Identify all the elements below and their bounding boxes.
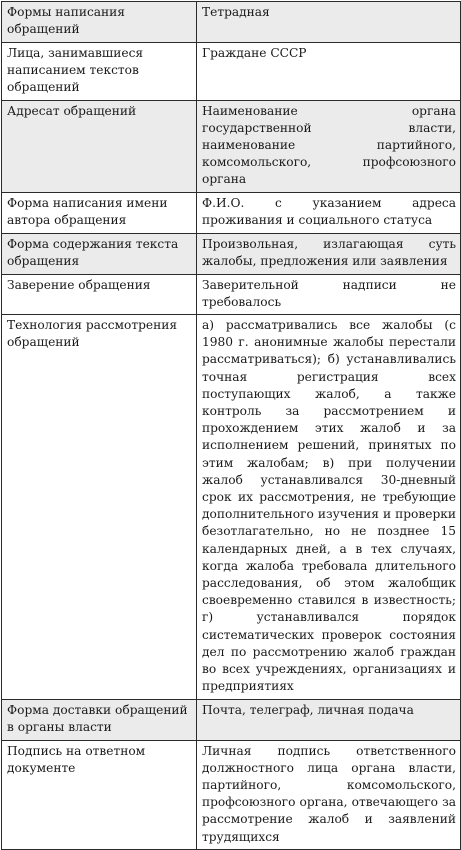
row-label: Заверение обращения: [2, 274, 197, 314]
row-label: Лица, занимавшиеся написанием текстов обращений: [2, 43, 197, 101]
row-value: Граждане СССР: [197, 43, 461, 101]
table-row: [2, 192, 461, 233]
row-value: Почта, телеграф, личная подача: [197, 699, 461, 740]
row-label: Технология рассмотрения обращений: [2, 315, 197, 699]
row-value: Ф.И.О. с указанием адреса проживания и социального статуса: [197, 192, 461, 233]
row-value: а) рассматривались все жалобы (с 1980 г. анонимные жалобы перестали рассматриваться); б) устанавливались точная регистрация всех поступающих жалоб, а также контроль за рассмотрением и прохождением этих жалоб и за исполнением решений, принятых по этим жалобам; в) при получении жалоб устанавливался 30-дневный срок их рассмотрения, не требующие дополнительного изучения и проверки безотлагательно, но не позднее 15 календарных дней, а в тех случаях, когда жалоба требовала длительного расследования, об этом жалобщик своевременно ставился в известность; г) устанавливался порядок систематических проверок состояния дел по рассмотрению жалоб граждан во всех учреждениях, организациях и предприятиях: [197, 315, 461, 699]
row-value: Наименование органа государственной власти, наименование партийного, комсомольского, профсоюзного органа: [197, 100, 461, 192]
table-row: [2, 2, 461, 43]
table-row: [2, 43, 461, 101]
row-value: Личная подпись ответственного должностного лица органа власти, партийного, комсомольского, профсоюзного органа, отвечающего за рассмотрение жалоб и заявлений трудящихся: [197, 740, 461, 849]
table-row: [2, 315, 461, 699]
table-row: [2, 233, 461, 274]
row-label: Подпись на ответном документе: [2, 740, 197, 849]
table-row: [2, 740, 461, 849]
row-label: Форма доставки обращений в органы власти: [2, 699, 197, 740]
row-label: Форма написания имени автора обращения: [2, 192, 197, 233]
row-value: Тетрадная: [197, 2, 461, 43]
row-label: Форма содержания текста обращения: [2, 233, 197, 274]
row-label: Формы написания обращений: [2, 2, 197, 43]
row-label: Адресат обращений: [2, 100, 197, 192]
appeals-table: [1, 1, 461, 850]
row-value: Произвольная, излагающая суть жалобы, предложения или заявления: [197, 233, 461, 274]
row-value: Заверительной надписи не требовалось: [197, 274, 461, 314]
table-row: [2, 699, 461, 740]
table-row: [2, 274, 461, 314]
table-row: [2, 100, 461, 192]
